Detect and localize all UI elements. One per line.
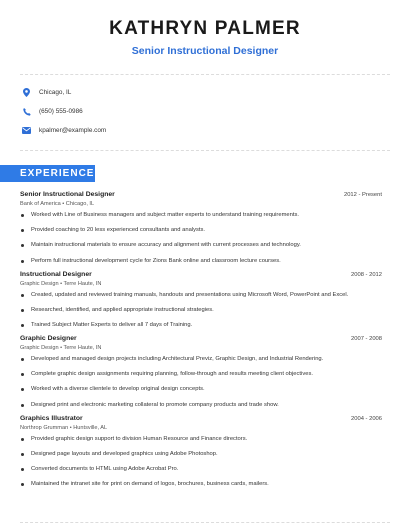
bullet-dot-icon [21,453,24,456]
job-company: Graphic Design • Terre Haute, IN [20,280,102,287]
bullet-text: Researched, identified, and applied appropriate instructional strategies. [31,306,214,313]
contact-list [0,75,410,140]
job-entry [20,191,382,265]
bullet-item [20,212,382,219]
resume-header [0,0,410,58]
bullet-text: Trained Subject Matter Experts to deliver all 7 days of Training. [31,321,193,328]
bullet-text: Maintain instructional materials to ensure accuracy and alignment with current processes and technology. [31,242,301,249]
bullet-dot-icon [21,294,24,297]
bullet-dot-icon [21,468,24,471]
job-title: Graphics Illustrator [20,414,83,422]
contact-phone [22,102,388,121]
bullet-item [20,436,382,443]
bullet-text: Developed and managed design projects including Architectural Previz, Graphic Design, and Industrial Rendering. [31,355,324,362]
job-title: Graphic Designer [20,334,77,342]
job-dates: 2007 - 2008 [351,335,382,342]
job-entry [20,271,382,329]
bullet-item [20,322,382,329]
bullet-item [20,371,382,378]
contact-email [22,121,388,140]
contact-location-text: Chicago, IL [39,89,72,96]
bullet-dot-icon [21,358,24,361]
bullet-dot-icon [21,438,24,441]
bullet-item [20,481,382,488]
bullet-text: Designed print and electronic marketing collateral to promote company products and trade show. [31,401,279,408]
job-company: Northrop Grumman • Huntsville, AL [20,424,108,431]
phone-icon [22,107,31,116]
contact-location [22,83,388,102]
bullet-item [20,451,382,458]
bullet-text: Complete graphic design assignments requiring planning, follow-through and results meeting client objectives. [31,371,313,378]
bullet-text: Provided graphic design support to division Human Resource and Finance directors. [31,435,248,442]
bullet-dot-icon [21,309,24,312]
bullet-text: Worked with a diverse clientele to develop original design concepts. [31,386,205,393]
divider [20,150,390,151]
job-dates: 2004 - 2006 [351,415,382,422]
bullet-item [20,402,382,409]
bullet-dot-icon [21,483,24,486]
job-company: Graphic Design • Terre Haute, IN [20,344,102,351]
job-company: Bank of America • Chicago, IL [20,201,95,207]
divider [20,522,390,523]
bullet-item [20,227,382,234]
bullet-dot-icon [21,404,24,407]
bullet-dot-icon [21,260,24,263]
bullet-dot-icon [21,214,24,217]
bullet-dot-icon [21,324,24,327]
bullet-dot-icon [21,244,24,247]
bullet-text: Maintained the intranet site for print on demand of logos, brochures, business cards, mailers. [31,481,269,488]
contact-email-text: kpalmer@example.com [39,127,107,134]
bullet-item [20,386,382,393]
job-title: Senior Instructional Designer [20,191,115,198]
candidate-name: KATHRYN PALMER [109,18,301,39]
bullet-item [20,242,382,249]
bullet-dot-icon [21,229,24,232]
job-bullets [20,356,382,409]
bullet-item [20,307,382,314]
bullet-text: Converted documents to HTML using Adobe Acrobat Pro. [31,465,179,472]
bullet-text: Perform full instructional development cycle for Zions Bank online and classroom lecture courses. [31,257,281,264]
bullet-dot-icon [21,388,24,391]
job-dates: 2012 - Present [343,192,382,198]
location-pin-icon [22,88,31,97]
bullet-item [20,466,382,473]
bullet-dot-icon [21,373,24,376]
job-dates: 2008 - 2012 [351,271,382,278]
job-entry [20,415,382,489]
bullet-text: Designed page layouts and developed graphics using Adobe Photoshop. [31,450,218,457]
bullet-text: Created, updated and reviewed training manuals, handouts and presentations using Microsoft Word, PowerPoint and Excel. [31,291,349,298]
bullet-item [20,356,382,363]
job-bullets [20,436,382,489]
bullet-item [20,258,382,265]
bullet-item [20,292,382,299]
job-entry [20,335,382,409]
job-bullets [20,212,382,265]
experience-heading: EXPERIENCE [0,165,95,182]
job-title: Instructional Designer [20,270,92,278]
envelope-icon [22,126,31,135]
contact-phone-text: (650) 555-0986 [39,108,83,115]
bullet-text: Worked with Line of Business managers and subject matter experts to understand training requirements. [31,212,299,218]
experience-list [0,191,410,488]
candidate-title: Senior Instructional Designer [131,45,279,57]
job-bullets [20,292,382,329]
bullet-text: Provided coaching to 20 less experienced consultants and analysts. [31,227,206,234]
